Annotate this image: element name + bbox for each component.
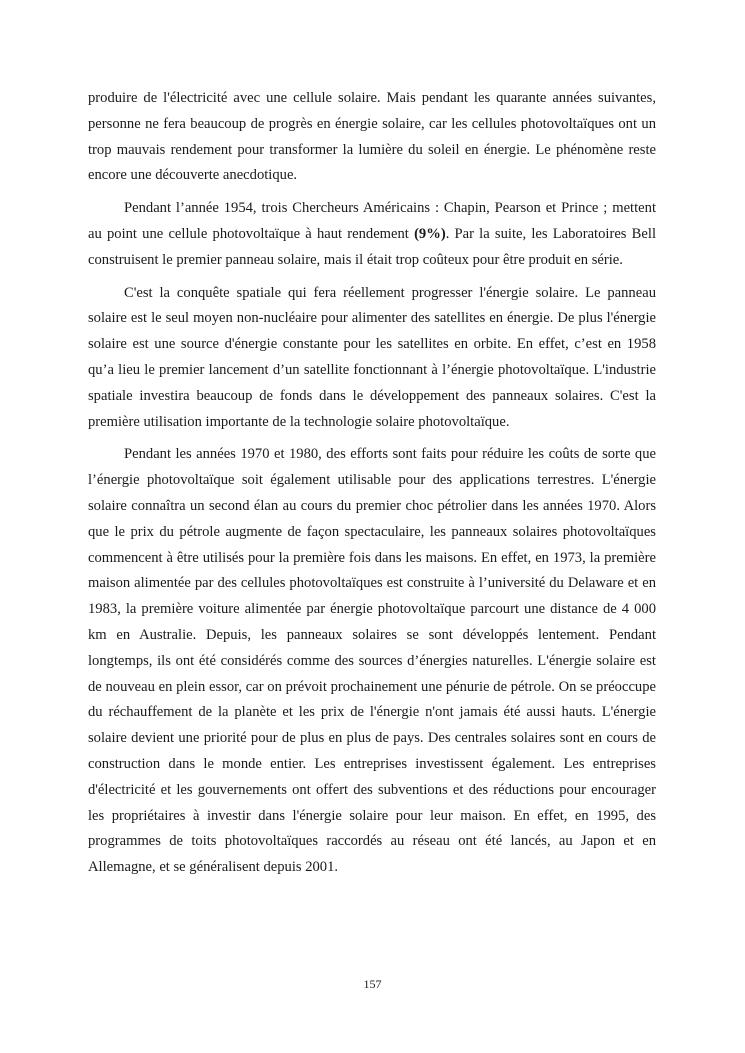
paragraph-1954-text-before: Pendant l’année 1954, trois Chercheurs Américains : Chapin, Pearson et Prince ; mettent au point une cellule photovoltaïque à haut rendement (88, 200, 656, 242)
paragraph-space-conquest: C'est la conquête spatiale qui fera réellement progresser l'énergie solaire. Le panneau solaire est le seul moyen non-nucléaire pour alimenter des satellites en énergie. De plus l'énergie solaire est une source d'énergie constante pour les satellites en orbite. En effet, c’est en 1958 qu’a lieu le premier lancement d’un satellite fonctionnant à l’énergie photovoltaïque. L'industrie spatiale investira beaucoup de fonds dans le développement des panneaux solaires. C'est la première utilisation importante de la technologie solaire photovoltaïque. (88, 284, 656, 430)
document-body (88, 86, 656, 888)
page-number: 157 (363, 977, 382, 991)
paragraph-1954-text-after: . Par la suite, les Laboratoires Bell construisent le premier panneau solaire, mais il était trop coûteux pour être produit en série. (88, 225, 656, 268)
paragraph-continuation: produire de l'électricité avec une cellule solaire. Mais pendant les quarante années suivantes, personne ne fera beaucoup de progrès en énergie solaire, car les cellules photovoltaïques ont un trop mauvais rendement pour transformer la lumière du soleil en énergie. Le phénomène reste encore une découverte anecdotique. (88, 90, 656, 184)
efficiency-value: (9%) (414, 225, 446, 242)
paragraph-1970-1980: Pendant les années 1970 et 1980, des efforts sont faits pour réduire les coûts de sorte que l’énergie photovoltaïque soit également utilisable pour des applications terrestres. L'énergie solaire connaîtra un second élan au cours du premier choc pétrolier dans les années 1970. Alors que le prix du pétrole augmente de façon spectaculaire, les panneaux solaires photovoltaïques commencent à être utilisés pour la première fois dans les maisons. En effet, en 1973, la première maison alimentée par des cellules photovoltaïques est construite à l’université du Delaware et en 1983, la première voiture alimentée par énergie photovoltaïque parcourt une distance de 4 000 km en Australie. Depuis, les panneaux solaires se sont développés lentement. Pendant longtemps, ils ont été considérés comme des sources d’énergies naturelles. L'énergie solaire est de nouveau en plein essor, car on prévoit prochainement une pénurie de pétrole. On se préoccupe du réchauffement de la planète et les prix de l'énergie n'ont jamais été aussi hauts. L'énergie solaire devient une priorité pour de plus en plus de pays. Des centrales solaires sont en cours de construction dans le monde entier. Les entreprises investissent également. Les entreprises d'électricité et les gouvernements ont offert des subventions et des réductions pour encourager les propriétaires à investir dans l'énergie solaire pour leur maison. En effet, en 1995, des programmes de toits photovoltaïques raccordés au réseau ont été lancés, au Japon et en Allemagne, et se généralisent depuis 2001. (88, 446, 656, 876)
paragraph-1954 (88, 196, 656, 273)
